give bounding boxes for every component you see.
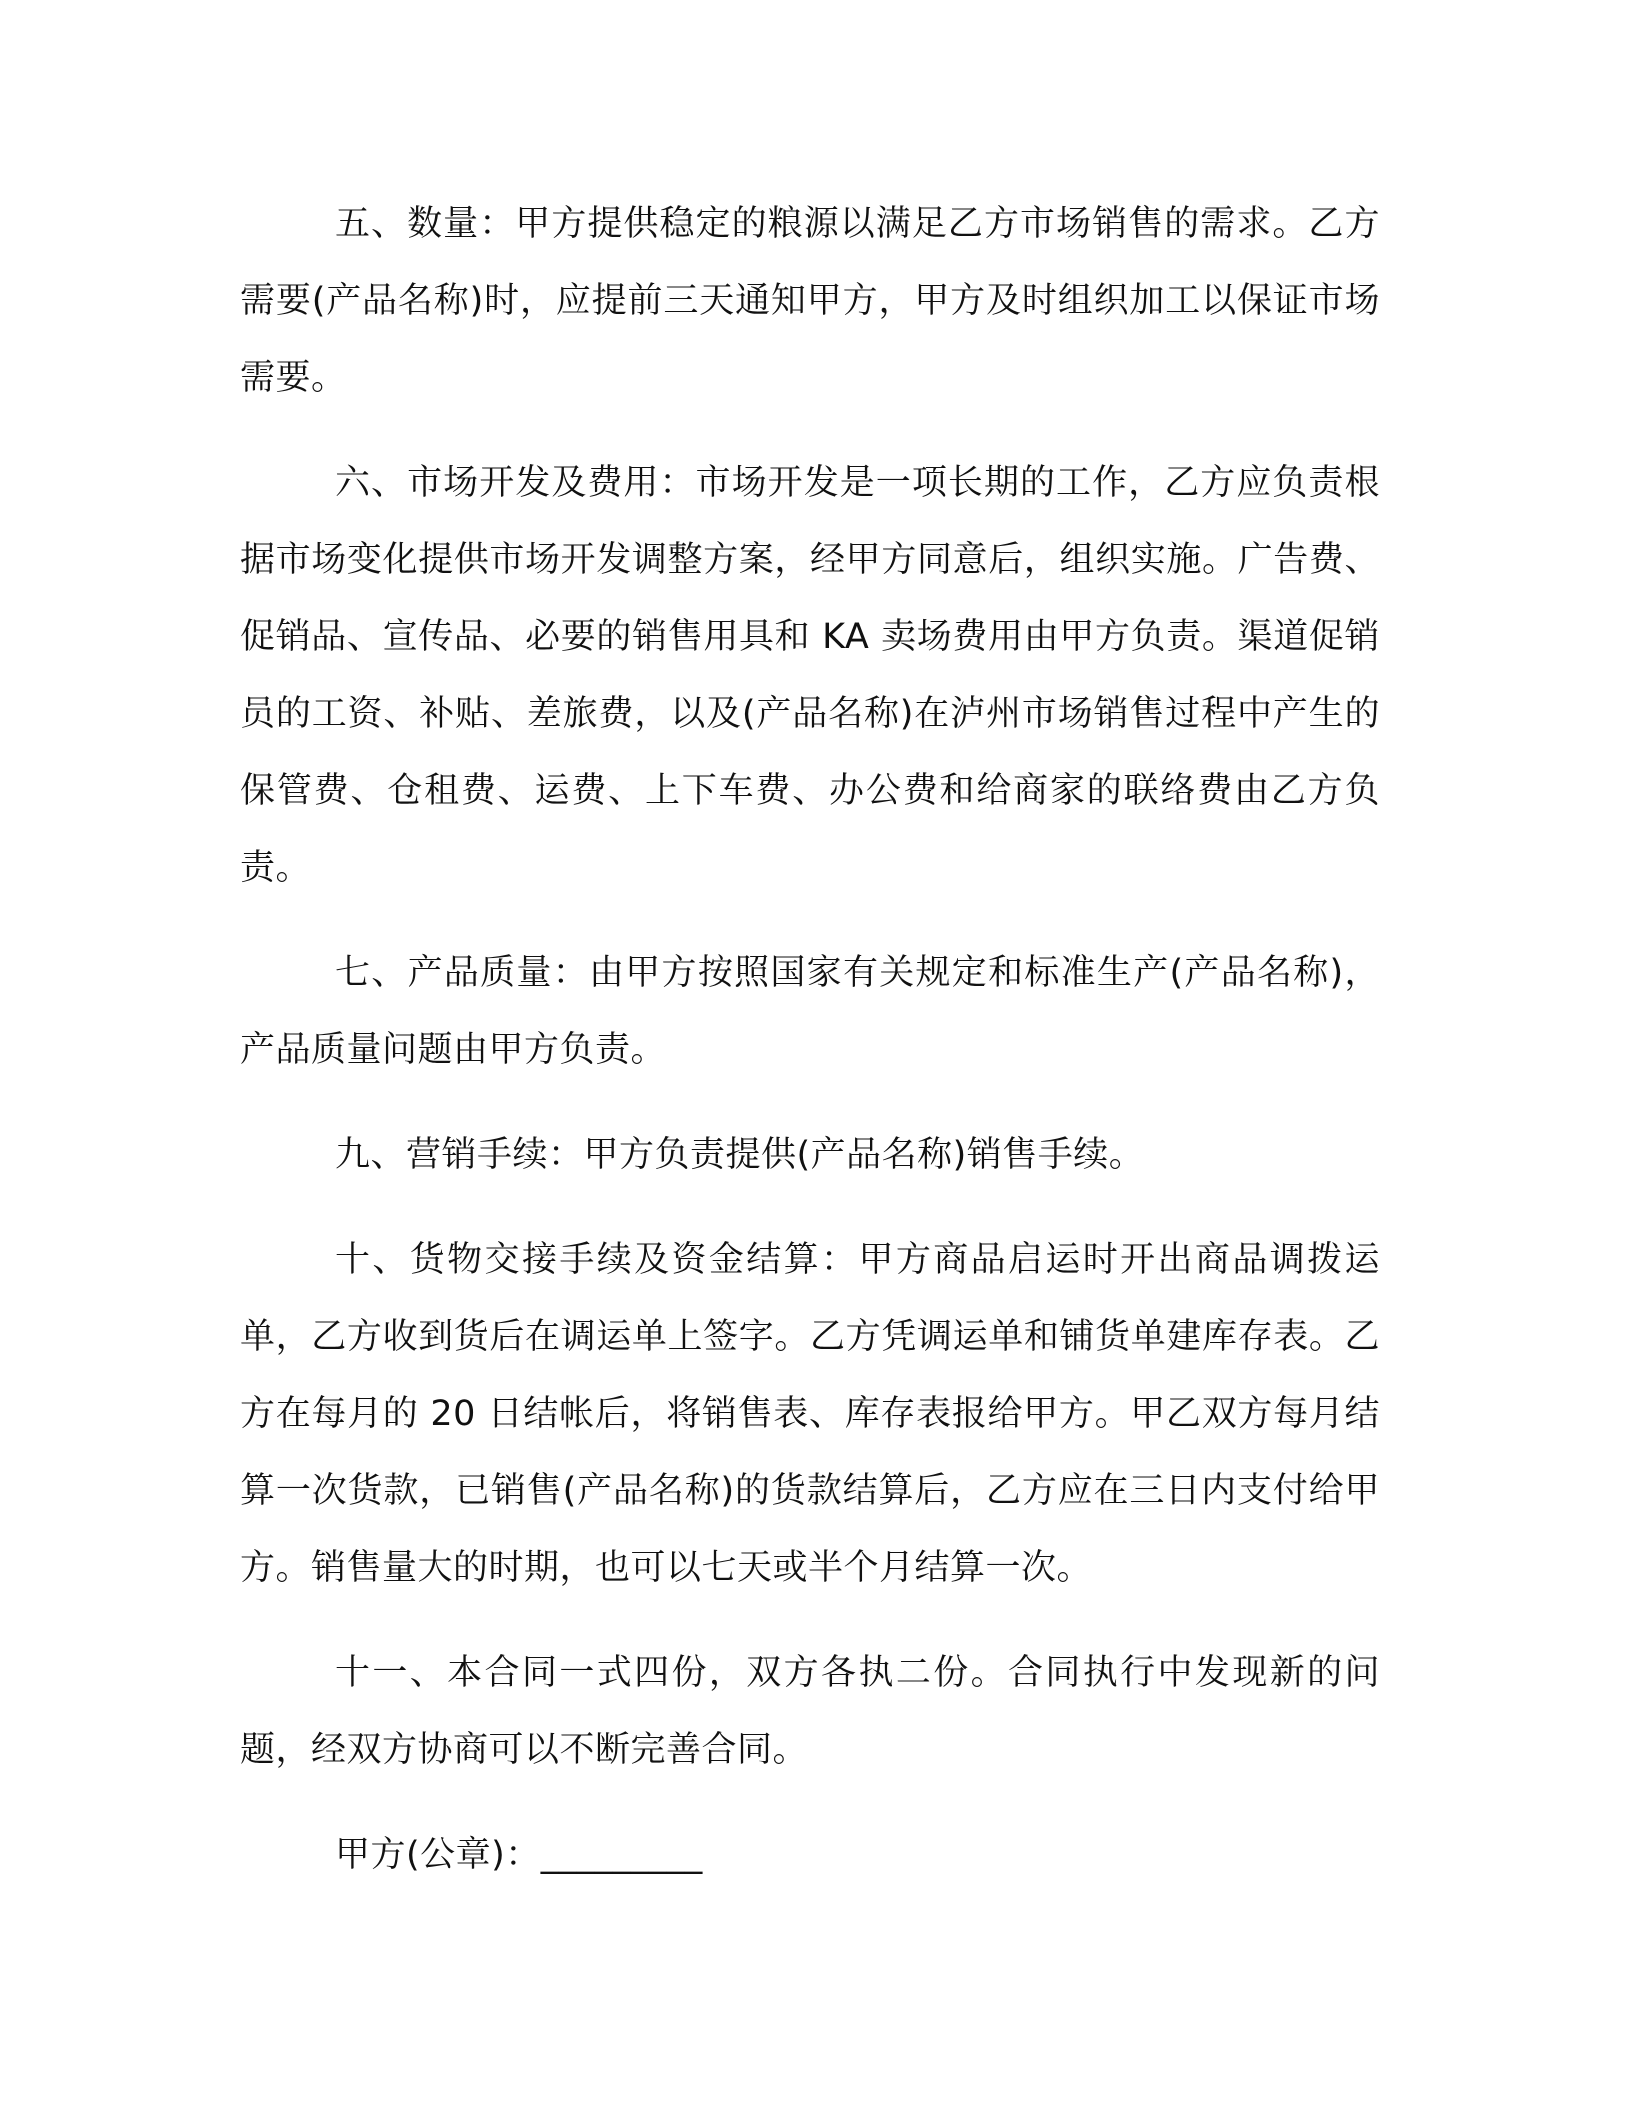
clause-product-quality: 七、产品质量：由甲方按照国家有关规定和标准生产(产品名称)，产品质量问题由甲方负责。 [240, 953, 1380, 1070]
clause-quantity: 五、数量：甲方提供稳定的粮源以满足乙方市场销售的需求。乙方需要(产品名称)时，应提前三天通知甲方，甲方及时组织加工以保证市场需要。 [240, 204, 1380, 398]
clause-delivery-settlement: 十、货物交接手续及资金结算：甲方商品启运时开出商品调拨运单，乙方收到货后在调运单上签字。乙方凭调运单和铺货单建库存表。乙方在每月的 20 日结帐后，将销售表、库存表报给甲方。甲乙双方每月结算一次货款，已销售(产品名称)的货款结算后，乙方应在三日内支付给甲方。销售量大的时期，也可以七天或半个月结算一次。 [240, 1240, 1380, 1588]
clause-market-development: 六、市场开发及费用：市场开发是一项长期的工作，乙方应负责根据市场变化提供市场开发调整方案，经甲方同意后，组织实施。广告费、促销品、宣传品、必要的销售用具和 KA 卖场费用由甲方负责。渠道促销员的工资、补贴、差旅费，以及(产品名称)在泸州市场销售过程中产生的保管费、仓租费、运费、上下车费、办公费和给商家的联络费由乙方负责。 [240, 463, 1380, 888]
document-body [240, 186, 1380, 1894]
clause-marketing-procedures: 九、营销手续：甲方负责提供(产品名称)销售手续。 [335, 1135, 1145, 1175]
clause-contract-copies: 十一、本合同一式四份，双方各执二份。合同执行中发现新的问题，经双方协商可以不断完善合同。 [240, 1653, 1380, 1770]
party-a-signature-line: 甲方(公章)：_________ [335, 1835, 703, 1875]
